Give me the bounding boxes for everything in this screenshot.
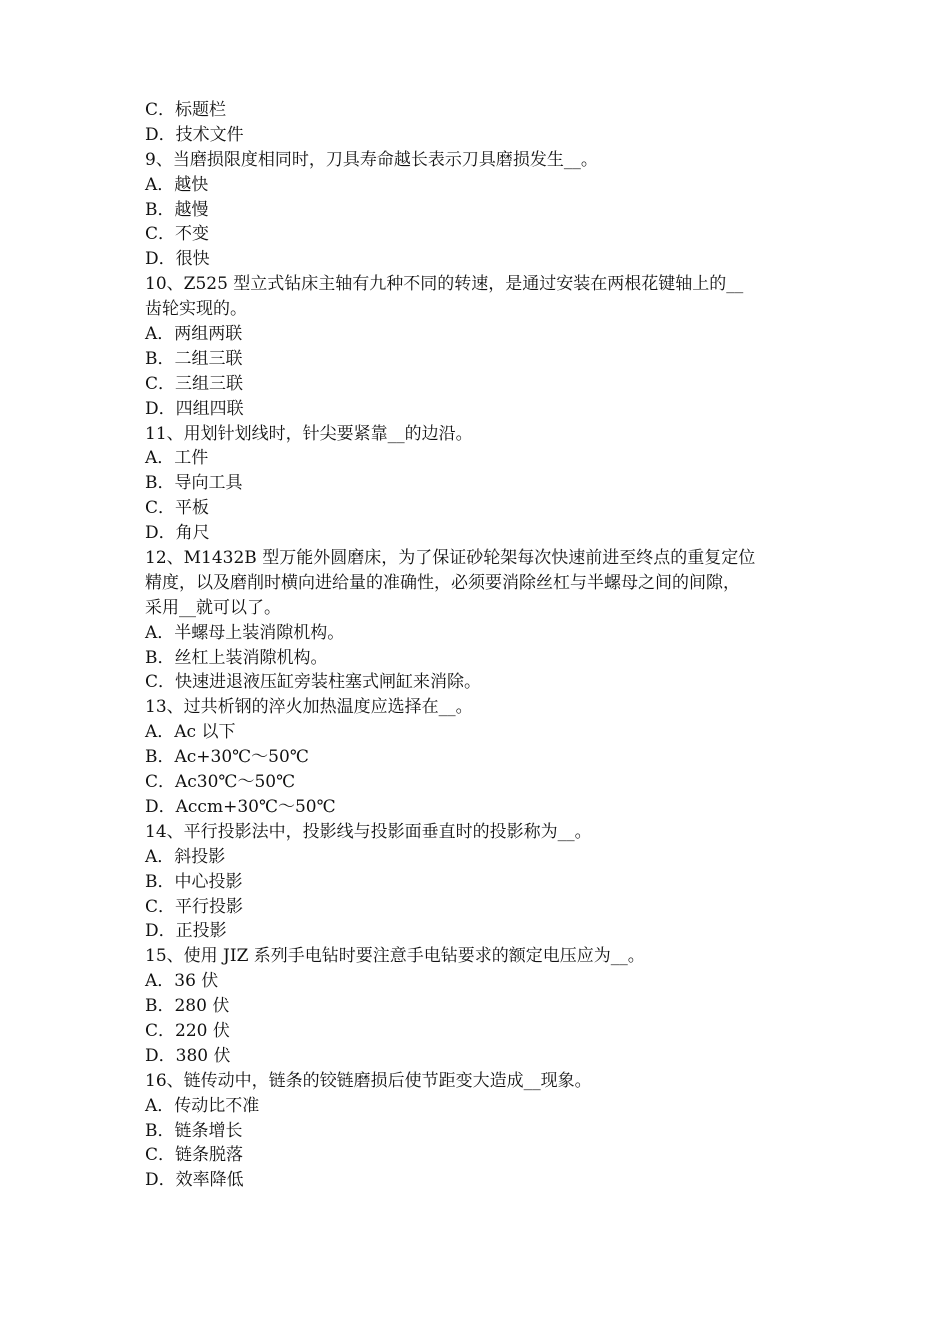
option-b-q9: B．越慢 — [145, 199, 209, 220]
option-a-q9: A．越快 — [145, 174, 209, 195]
option-b-q10: B．二组三联 — [145, 348, 243, 369]
question-14: 14、平行投影法中，投影线与投影面垂直时的投影称为__。 — [145, 821, 592, 842]
option-d-q15: D．380 伏 — [145, 1045, 231, 1066]
question-10-line-2: 齿轮实现的。 — [145, 299, 247, 320]
option-c-q8: C．标题栏 — [145, 100, 227, 120]
option-a-q13: A．Ac 以下 — [145, 722, 236, 743]
option-b-q14: B．中心投影 — [145, 871, 243, 892]
option-a-q16: A．传动比不准 — [145, 1095, 260, 1116]
option-c-q11: C．平板 — [145, 498, 210, 519]
option-b-q16: B．链条增长 — [145, 1120, 243, 1141]
option-c-q15: C．220 伏 — [145, 1020, 230, 1041]
option-c-q12: C．快速进退液压缸旁装柱塞式闸缸来消除。 — [145, 672, 482, 693]
option-d-q13: D．Accm+30℃～50℃ — [145, 796, 336, 817]
option-b-q12: B．丝杠上装消隙机构。 — [145, 647, 328, 668]
option-a-q10: A．两组两联 — [145, 324, 243, 345]
option-c-q9: C．不变 — [145, 224, 210, 245]
question-12-line-1: 12、M1432B 型万能外圆磨床，为了保证砂轮架每次快速前进至终点的重复定位 — [145, 548, 756, 569]
option-a-q11: A．工件 — [145, 448, 209, 469]
option-a-q14: A．斜投影 — [145, 846, 226, 867]
question-15: 15、使用 JIZ 系列手电钻时要注意手电钻要求的额定电压应为__。 — [145, 946, 645, 967]
option-b-q13: B．Ac+30℃～50℃ — [145, 747, 309, 768]
option-d-q16: D．效率降低 — [145, 1170, 244, 1191]
option-c-q13: C．Ac30℃～50℃ — [145, 772, 296, 793]
option-b-q11: B．导向工具 — [145, 473, 243, 494]
question-10-line-1: 10、Z525 型立式钻床主轴有九种不同的转速，是通过安装在两根花键轴上的__ — [145, 274, 744, 295]
option-d-q11: D．角尺 — [145, 523, 210, 544]
option-b-q15: B．280 伏 — [145, 996, 230, 1017]
option-d-q8: D．技术文件 — [145, 124, 244, 145]
question-13: 13、过共析钢的淬火加热温度应选择在__。 — [145, 697, 473, 718]
question-9: 9、当磨损限度相同时，刀具寿命越长表示刀具磨损发生__。 — [145, 149, 598, 170]
question-12-line-3: 采用__就可以了。 — [145, 597, 281, 618]
option-a-q12: A．半螺母上装消隙机构。 — [145, 622, 345, 643]
question-16: 16、链传动中，链条的铰链磨损后使节距变大造成__现象。 — [145, 1070, 592, 1091]
option-c-q16: C．链条脱落 — [145, 1145, 244, 1166]
option-c-q14: C．平行投影 — [145, 896, 244, 917]
option-c-q10: C．三组三联 — [145, 373, 244, 394]
option-a-q15: A．36 伏 — [145, 971, 219, 992]
document-page — [145, 98, 815, 1193]
option-d-q14: D．正投影 — [145, 921, 227, 942]
option-d-q9: D．很快 — [145, 249, 210, 270]
question-12-line-2: 精度，以及磨削时横向进给量的准确性，必须要消除丝杠与半螺母之间的间隙， — [145, 572, 740, 593]
question-11: 11、用划针划线时，针尖要紧靠__的边沿。 — [145, 423, 473, 444]
option-d-q10: D．四组四联 — [145, 398, 244, 419]
